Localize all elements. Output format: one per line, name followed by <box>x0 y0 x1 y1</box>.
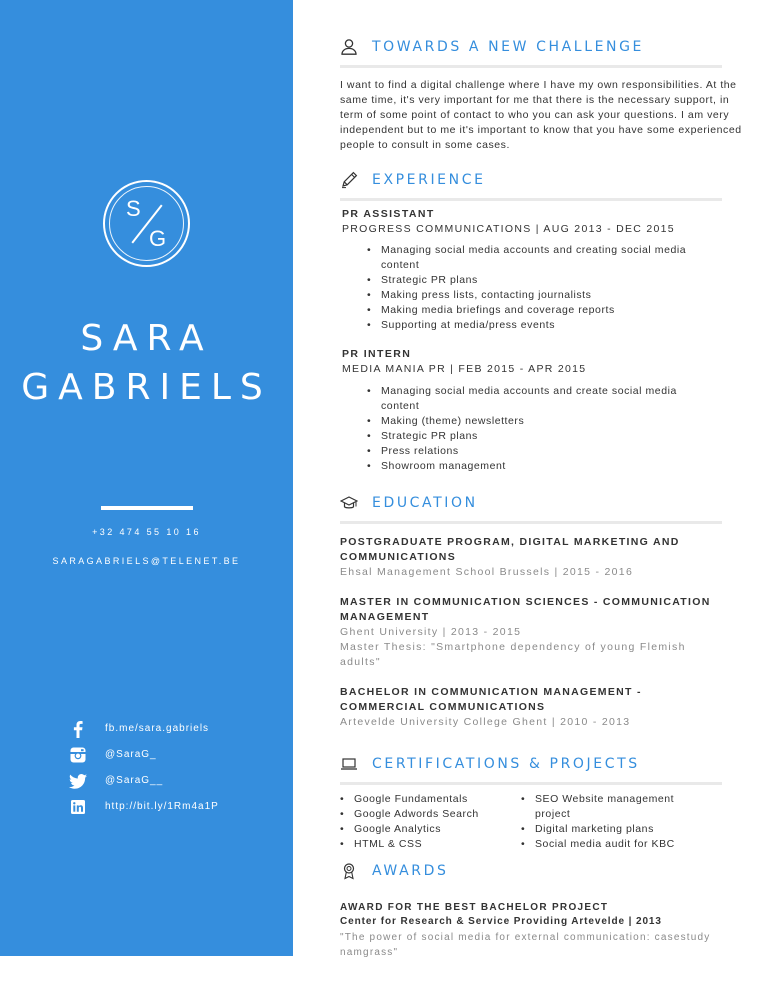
social-facebook[interactable] <box>68 719 278 739</box>
job-meta: MEDIA MANIA PR | FEB 2015 - APR 2015 <box>342 363 587 375</box>
education-institution: Artevelde University College Ghent | 2010 - 2013 <box>340 716 631 728</box>
education-institution: Ghent University | 2013 - 2015 <box>340 626 522 638</box>
monogram-logo <box>103 180 190 267</box>
section-education-header <box>340 494 722 516</box>
social-twitter[interactable] <box>68 771 278 791</box>
award-ribbon-icon <box>340 862 358 880</box>
instagram-icon <box>68 745 88 765</box>
social-instagram[interactable] <box>68 745 278 765</box>
job-title: PR INTERN <box>342 348 412 360</box>
name-divider <box>101 506 193 510</box>
list-item: • Google Analytics <box>340 822 515 837</box>
education-title: POSTGRADUATE PROGRAM, DIGITAL MARKETING AND COMMUNICATIONS <box>340 536 680 563</box>
list-item: • Managing social media accounts and creating social media content <box>367 243 697 273</box>
linkedin-icon <box>68 797 88 817</box>
list-item: • Strategic PR plans <box>367 273 697 288</box>
graduation-cap-icon <box>340 494 358 512</box>
job-title: PR ASSISTANT <box>342 208 435 220</box>
facebook-icon <box>68 719 88 739</box>
monogram-letter-last: G <box>149 226 167 251</box>
list-item: • Google Fundamentals <box>340 792 515 807</box>
last-name: GABRIELS <box>21 367 272 408</box>
section-divider <box>340 521 722 524</box>
list-item: • Strategic PR plans <box>367 429 687 444</box>
list-item: • Making media briefings and coverage reports <box>367 303 697 318</box>
twitter-icon <box>68 771 88 791</box>
monogram-letter-first: S <box>126 196 141 221</box>
list-item: • Press relations <box>367 444 687 459</box>
section-title: EDUCATION <box>372 495 478 511</box>
education-note: Master Thesis: "Smartphone dependency of young Flemish adults" <box>340 641 686 668</box>
award-description: "The power of social media for external communication: casestudy namgrass" <box>340 932 711 958</box>
linkedin-link[interactable]: http://bit.ly/1Rm4a1P <box>105 801 219 812</box>
list-item: • Managing social media accounts and create social media content <box>367 384 687 414</box>
section-divider <box>340 65 722 68</box>
instagram-handle[interactable]: @SaraG_ <box>105 749 157 760</box>
section-experience-header <box>340 171 722 193</box>
list-item: • Making press lists, contacting journalists <box>367 288 697 303</box>
education-title: MASTER IN COMMUNICATION SCIENCES - COMMUNICATION MANAGEMENT <box>340 596 711 623</box>
section-divider <box>340 198 722 201</box>
section-divider <box>340 782 722 785</box>
job-bullets <box>367 384 687 474</box>
phone-number: +32 474 55 10 16 <box>92 527 201 537</box>
list-item: • Digital marketing plans <box>521 822 711 837</box>
sidebar <box>0 0 293 956</box>
user-icon <box>340 38 358 56</box>
email-address[interactable]: SARAGABRIELS@TELENET.BE <box>52 556 241 566</box>
section-title: EXPERIENCE <box>372 172 486 188</box>
education-title: BACHELOR IN COMMUNICATION MANAGEMENT - COMMERCIAL COMMUNICATIONS <box>340 686 642 713</box>
section-awards-header <box>340 862 722 884</box>
section-title: AWARDS <box>372 863 449 879</box>
projects-list <box>521 792 711 852</box>
section-certifications-header <box>340 755 722 777</box>
list-item: • Supporting at media/press events <box>367 318 697 333</box>
education-institution: Ehsal Management School Brussels | 2015 - 2016 <box>340 566 634 578</box>
list-item: • HTML & CSS <box>340 837 515 852</box>
section-title: CERTIFICATIONS & PROJECTS <box>372 756 640 772</box>
section-title: TOWARDS A NEW CHALLENGE <box>372 39 645 55</box>
list-item: • Showroom management <box>367 459 687 474</box>
challenge-text: I want to find a digital challenge where I have my own responsibilities. At the same time, it's very important for me that there is the necessary support, in term of some point of contact to who you can ask your questions. I am very independent but to me it's important to know that you have some experienced people to consult in some cases. <box>340 79 742 151</box>
laptop-icon <box>340 755 358 773</box>
job-bullets <box>367 243 697 333</box>
social-linkedin[interactable] <box>68 797 278 817</box>
job-meta: PROGRESS COMMUNICATIONS | AUG 2013 - DEC 2015 <box>342 223 675 235</box>
list-item: • Social media audit for KBC <box>521 837 711 852</box>
facebook-link[interactable]: fb.me/sara.gabriels <box>105 723 210 734</box>
twitter-handle[interactable]: @SaraG__ <box>105 775 164 786</box>
certifications-list <box>340 792 515 852</box>
pencil-icon <box>340 171 358 189</box>
list-item: • Making (theme) newsletters <box>367 414 687 429</box>
award-organization: Center for Research & Service Providing Artevelde | 2013 <box>340 916 662 927</box>
award-title: AWARD FOR THE BEST BACHELOR PROJECT <box>340 902 609 913</box>
section-challenge-header <box>340 38 722 60</box>
list-item: • SEO Website management project <box>521 792 711 822</box>
list-item: • Google Adwords Search <box>340 807 515 822</box>
first-name: SARA <box>80 318 213 359</box>
